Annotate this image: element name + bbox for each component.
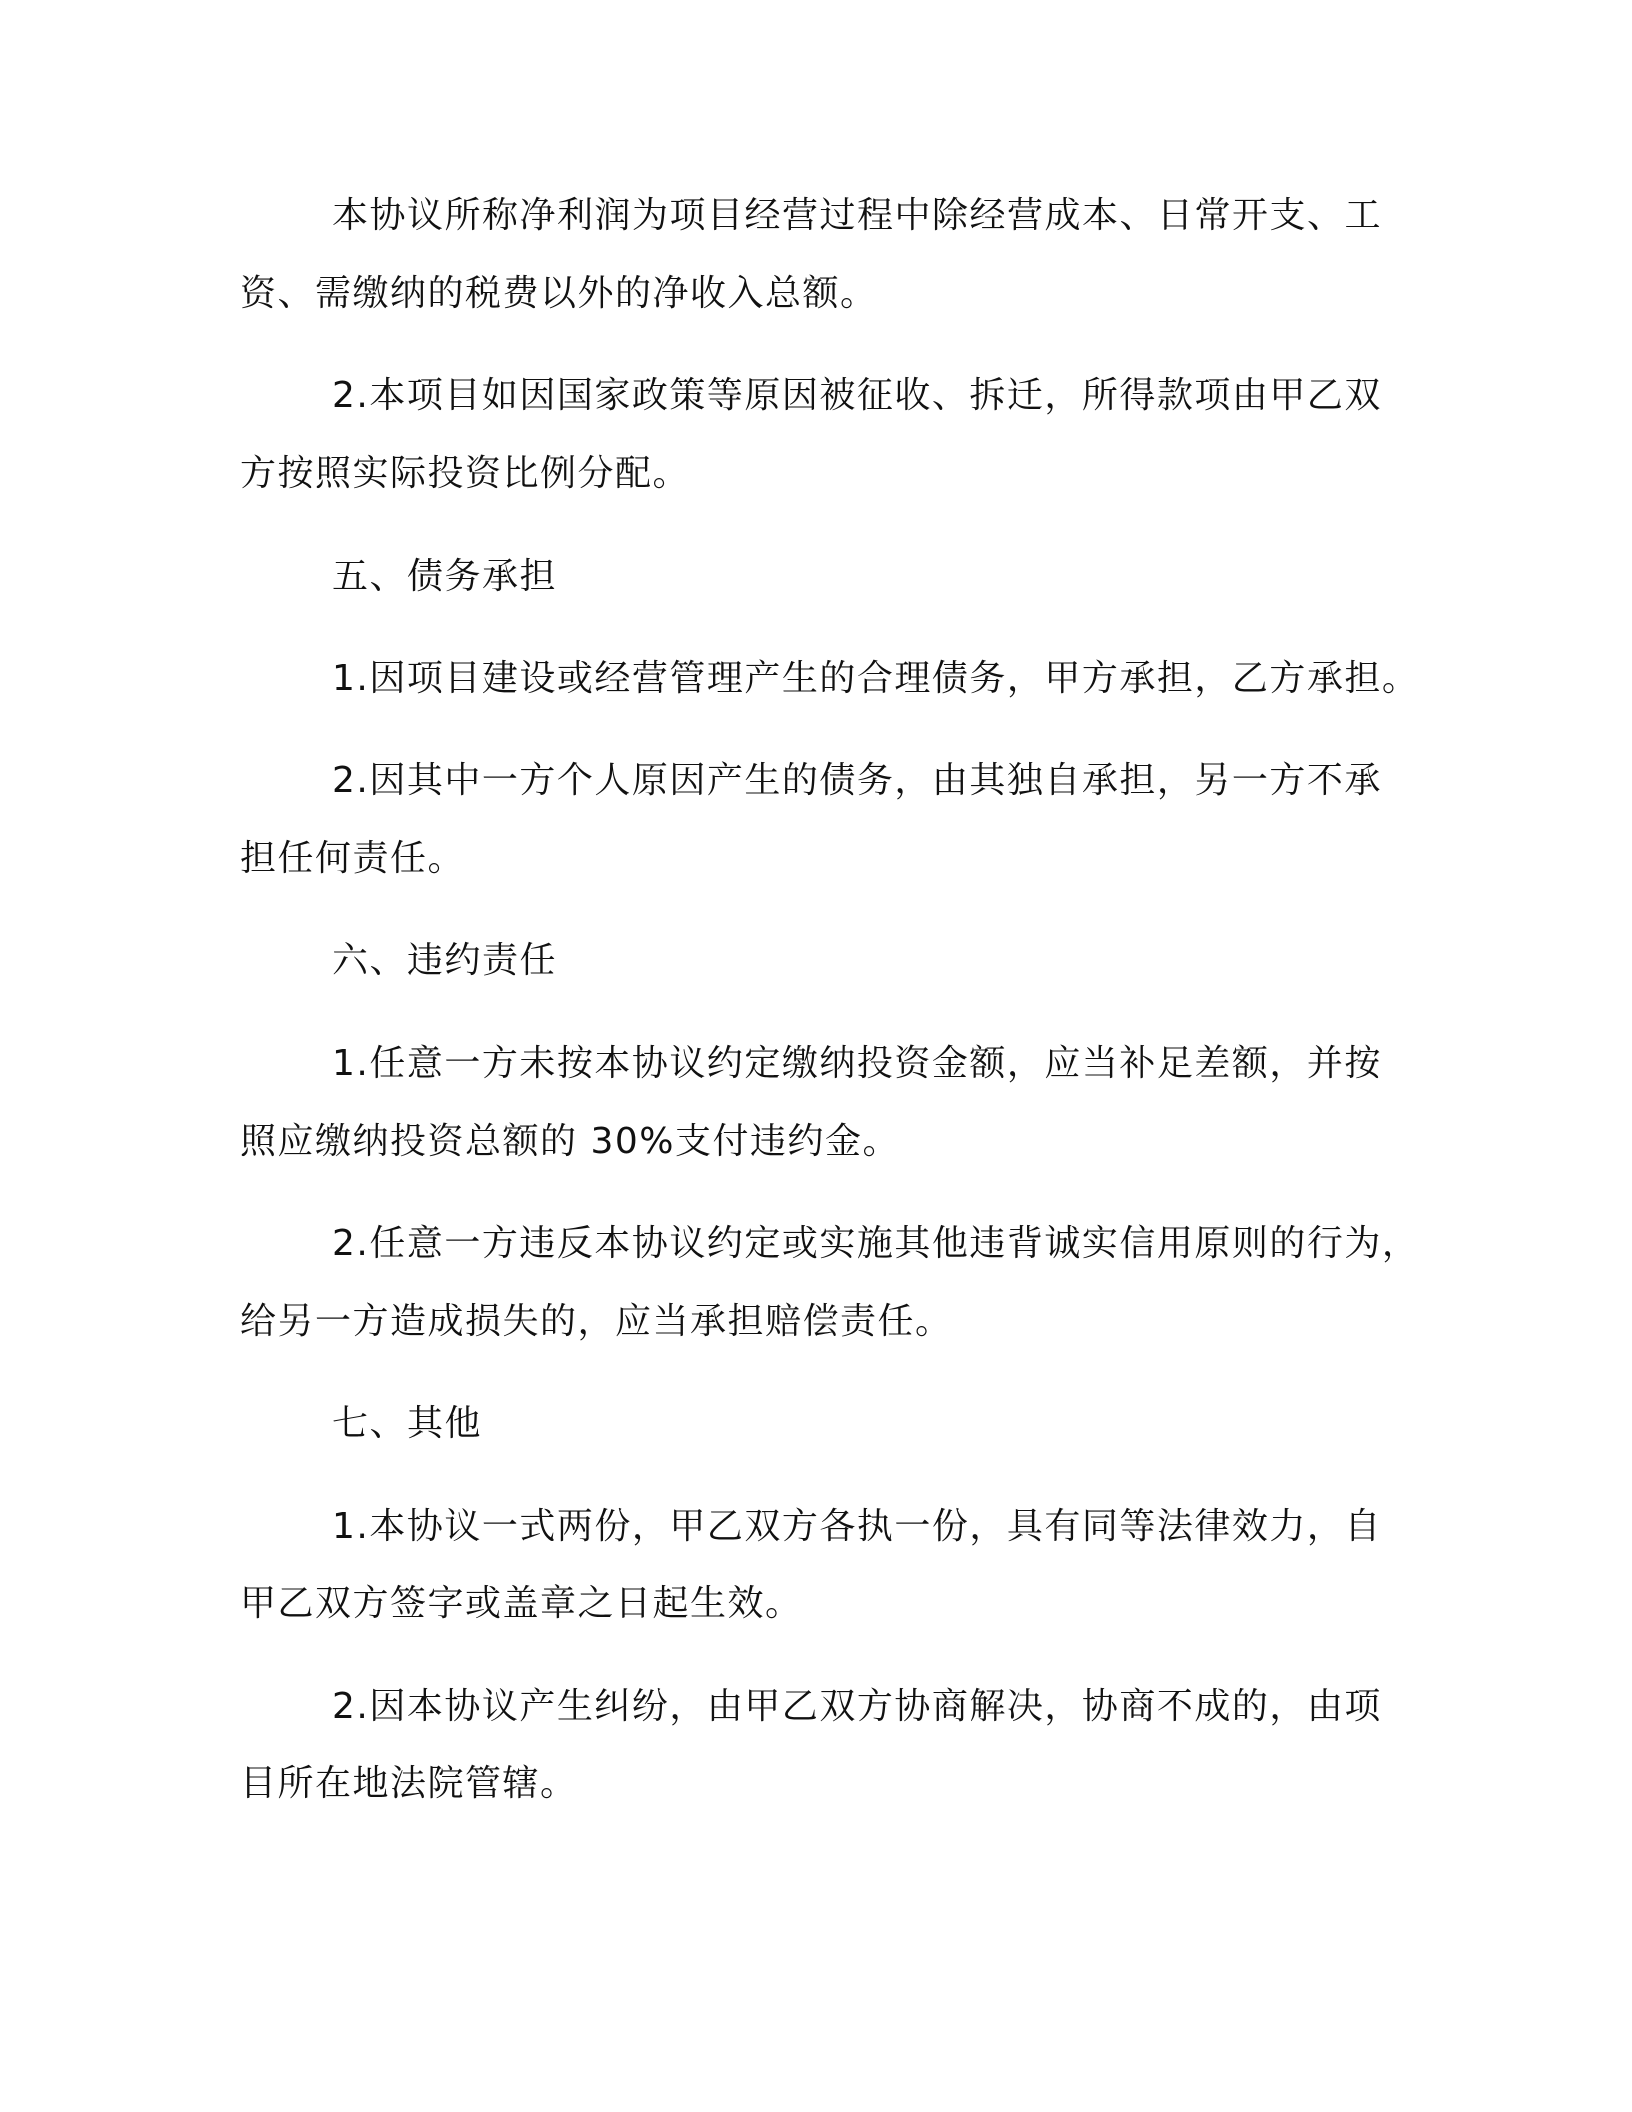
section-seven-heading: 七、其他: [332, 1403, 483, 1444]
debt-clause-2-line-1: 2.因其中一方个人原因产生的债务，由其独自承担，另一方不承: [332, 760, 1382, 801]
net-profit-definition-line-2: 资、需缴纳的税费以外的净收入总额。: [240, 273, 878, 314]
expropriation-clause-line-2: 方按照实际投资比例分配。: [240, 453, 691, 494]
section-five-heading: 五、债务承担: [332, 556, 558, 597]
breach-clause-1-line-1: 1.任意一方未按本协议约定缴纳投资金额，应当补足差额，并按: [332, 1043, 1382, 1084]
breach-clause-2-line-2: 给另一方造成损失的，应当承担赔偿责任。: [240, 1301, 953, 1342]
other-clause-2-line-1: 2.因本协议产生纠纷，由甲乙双方协商解决，协商不成的，由项: [332, 1686, 1382, 1727]
breach-clause-2-line-1: 2.任意一方违反本协议约定或实施其他违背诚实信用原则的行为，: [332, 1223, 1420, 1264]
net-profit-definition-line-1: 本协议所称净利润为项目经营过程中除经营成本、日常开支、工: [332, 195, 1383, 236]
other-clause-2-line-2: 目所在地法院管辖。: [240, 1763, 578, 1804]
breach-clause-1-line-2: 照应缴纳投资总额的 30%支付违约金。: [240, 1121, 900, 1162]
expropriation-clause-line-1: 2.本项目如因国家政策等原因被征收、拆迁，所得款项由甲乙双: [332, 375, 1382, 416]
section-six-heading: 六、违约责任: [332, 940, 558, 981]
other-clause-1-line-2: 甲乙双方签字或盖章之日起生效。: [240, 1583, 803, 1624]
debt-clause-2-line-2: 担任何责任。: [240, 838, 466, 879]
other-clause-1-line-1: 1.本协议一式两份，甲乙双方各执一份，具有同等法律效力，自: [332, 1506, 1382, 1547]
debt-clause-1-line-1: 1.因项目建设或经营管理产生的合理债务，甲方承担，乙方承担。: [332, 658, 1420, 699]
